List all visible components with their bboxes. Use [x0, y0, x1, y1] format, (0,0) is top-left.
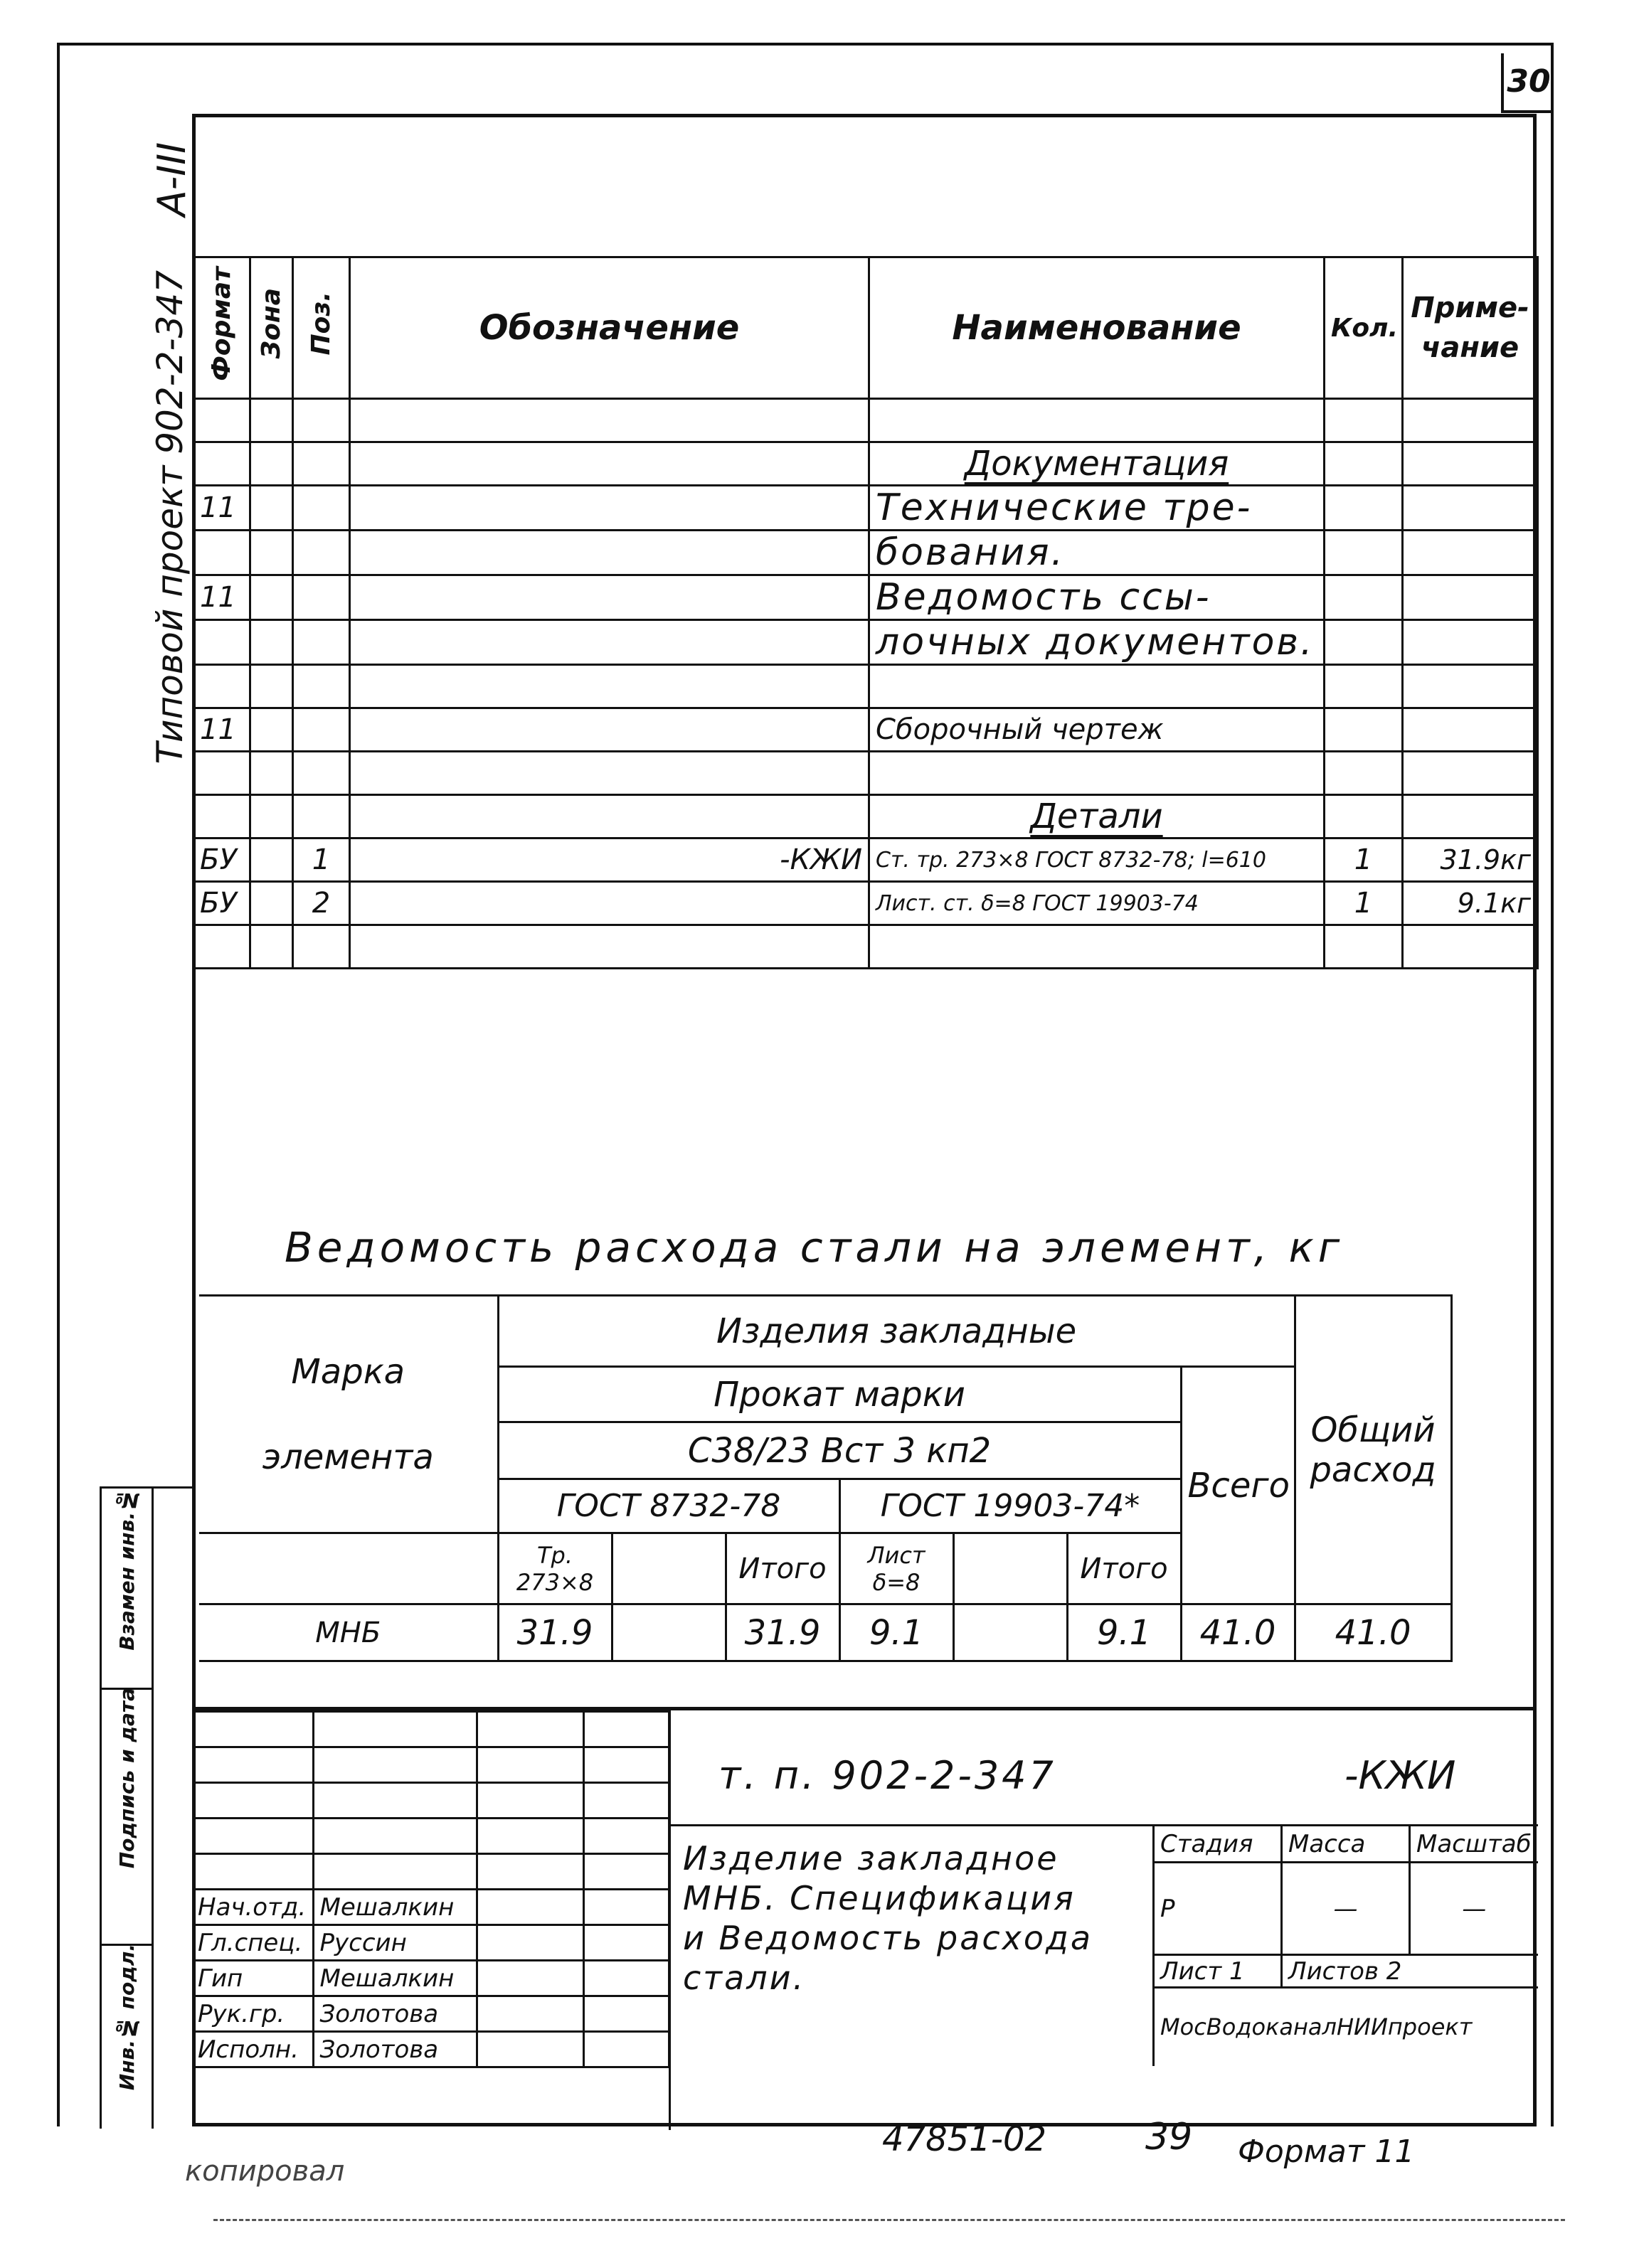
- spec-cell-note: [1403, 442, 1538, 486]
- spec-cell-zone: [250, 752, 293, 795]
- spec-cell-zone: [250, 442, 293, 486]
- doc-type: -КЖИ: [1344, 1753, 1456, 1798]
- spec-cell-qty: [1325, 575, 1403, 620]
- spec-cell-name: лочных документов.: [869, 620, 1325, 665]
- b2-value: [953, 1604, 1067, 1661]
- spec-cell-name: [869, 752, 1325, 795]
- spec-cell-format: 11: [193, 575, 250, 620]
- signature-role: [192, 1819, 313, 1854]
- spec-cell-qty: [1325, 531, 1403, 575]
- signature-row: [192, 1890, 669, 1925]
- doc-description: Изделие закладное МНБ. Спецификация и Ведомость расхода стали.: [683, 1839, 1093, 1997]
- mark-value: МНБ: [199, 1604, 498, 1661]
- spec-cell-designation: [350, 795, 869, 838]
- col-b1-header: Лист δ=8: [839, 1533, 953, 1604]
- signature-row: [192, 2032, 669, 2067]
- spec-cell-pos: [293, 486, 350, 531]
- signature-date: [583, 1890, 669, 1925]
- signature-sign: [477, 1747, 583, 1783]
- a2-value: [612, 1604, 726, 1661]
- sheet-number: 30: [1501, 53, 1554, 113]
- bottom-rule: [213, 2219, 1565, 2221]
- signature-name: [313, 1783, 477, 1819]
- signature-sign: [477, 1854, 583, 1890]
- spec-row: [193, 925, 1538, 969]
- spec-cell-pos: [293, 925, 350, 969]
- spec-cell-format: [193, 442, 250, 486]
- album-vertical: А-III: [149, 142, 194, 217]
- spec-header-row: [193, 257, 1538, 399]
- spec-cell-qty: [1325, 486, 1403, 531]
- spec-cell-note: [1403, 752, 1538, 795]
- spec-cell-zone: [250, 620, 293, 665]
- spec-cell-format: БУ: [193, 882, 250, 925]
- spec-cell-zone: [250, 882, 293, 925]
- spec-cell-zone: [250, 665, 293, 708]
- a1-value: 31.9: [498, 1604, 612, 1661]
- spec-cell-qty: [1325, 399, 1403, 442]
- spec-cell-note: [1403, 925, 1538, 969]
- total-header: Всего: [1181, 1367, 1295, 1604]
- spec-cell-zone: [250, 838, 293, 882]
- spec-cell-format: БУ: [193, 838, 250, 882]
- signature-date: [583, 1747, 669, 1783]
- spec-row: [193, 575, 1538, 620]
- sheet-value: Лист 1: [1154, 1955, 1282, 1988]
- signature-name: [313, 1747, 477, 1783]
- spec-cell-designation: [350, 882, 869, 925]
- spec-row: [193, 442, 1538, 486]
- spec-cell-name: [869, 665, 1325, 708]
- stage-grid: [1152, 1824, 1538, 2066]
- title-block: [192, 1707, 1537, 2126]
- album-label: [149, 142, 192, 256]
- stage-header: Стадия: [1154, 1826, 1282, 1863]
- gost-a: ГОСТ 8732-78: [498, 1479, 839, 1533]
- scale-header: Масштаб: [1410, 1826, 1538, 1863]
- footer-number: 47851-02: [882, 2119, 1047, 2159]
- signature-sign: [477, 1712, 583, 1747]
- signature-role: Нач.отд.: [192, 1890, 313, 1925]
- stamp-replace-label: Взамен инв.№: [115, 1489, 139, 1651]
- col-name-header: Наименование: [869, 257, 1325, 399]
- spec-cell-qty: [1325, 620, 1403, 665]
- sub-header: Прокат марки: [498, 1367, 1181, 1422]
- spec-cell-designation: [350, 752, 869, 795]
- spec-cell-name: Документация: [869, 442, 1325, 486]
- signature-sign: [477, 1996, 583, 2032]
- signature-name: Мешалкин: [313, 1961, 477, 1996]
- spec-cell-name: [869, 925, 1325, 969]
- signature-row: [192, 1961, 669, 1996]
- signature-sign: [477, 1890, 583, 1925]
- spec-cell-designation: [350, 486, 869, 531]
- spec-cell-designation: [350, 925, 869, 969]
- col-qty-header: Кол.: [1325, 257, 1403, 399]
- signature-name: [313, 1819, 477, 1854]
- signature-role: [192, 1854, 313, 1890]
- signature-row: [192, 1854, 669, 1890]
- signature-sign: [477, 2032, 583, 2067]
- spec-row: [193, 531, 1538, 575]
- spec-row: [193, 795, 1538, 838]
- spec-cell-pos: 1: [293, 838, 350, 882]
- signature-role: Гл.спец.: [192, 1925, 313, 1961]
- signature-date: [583, 1961, 669, 1996]
- mass-value: —: [1282, 1863, 1410, 1955]
- spec-cell-pos: [293, 442, 350, 486]
- spec-row: [193, 665, 1538, 708]
- spec-cell-note: [1403, 665, 1538, 708]
- spec-cell-note: 9.1кг: [1403, 882, 1538, 925]
- spec-cell-note: [1403, 486, 1538, 531]
- spec-cell-qty: [1325, 795, 1403, 838]
- signature-name: Золотова: [313, 2032, 477, 2067]
- a-total-value: 31.9: [726, 1604, 839, 1661]
- project-code-vertical: Типовой проект 902-2-347: [149, 270, 191, 765]
- signature-role: [192, 1783, 313, 1819]
- col-b-total-header: Итого: [1067, 1533, 1181, 1604]
- signature-date: [583, 2032, 669, 2067]
- spec-cell-pos: 2: [293, 882, 350, 925]
- spec-cell-zone: [250, 399, 293, 442]
- signature-role: [192, 1747, 313, 1783]
- spec-cell-format: 11: [193, 708, 250, 752]
- spec-cell-note: [1403, 399, 1538, 442]
- spec-cell-designation: [350, 708, 869, 752]
- spec-cell-name: [869, 399, 1325, 442]
- stamp-signature-label: Подпись и дата: [115, 1688, 139, 1869]
- spec-cell-note: [1403, 795, 1538, 838]
- spec-cell-zone: [250, 795, 293, 838]
- spec-cell-format: [193, 620, 250, 665]
- col-note-header: Приме-чание: [1403, 257, 1538, 399]
- spec-cell-format: [193, 925, 250, 969]
- spec-cell-designation: -КЖИ: [350, 838, 869, 882]
- spec-cell-zone: [250, 531, 293, 575]
- sheets-value: Листов 2: [1282, 1955, 1538, 1988]
- b1-value: 9.1: [839, 1604, 953, 1661]
- steel-grade: С38/23 Вст 3 кп2: [498, 1422, 1181, 1479]
- col-zone-header: Зона: [250, 257, 293, 399]
- spec-cell-designation: [350, 442, 869, 486]
- left-stamp: [100, 1486, 194, 2129]
- spec-cell-note: [1403, 708, 1538, 752]
- signature-date: [583, 1783, 669, 1819]
- signature-name: [313, 1854, 477, 1890]
- signature-sign: [477, 1961, 583, 1996]
- signature-date: [583, 1854, 669, 1890]
- steel-consumption-table: [199, 1294, 1453, 1662]
- spec-cell-pos: [293, 575, 350, 620]
- spec-cell-format: [193, 531, 250, 575]
- signature-row: [192, 1783, 669, 1819]
- spec-row: [193, 486, 1538, 531]
- signature-date: [583, 1996, 669, 2032]
- signature-name: [313, 1712, 477, 1747]
- signature-role: [192, 1712, 313, 1747]
- spec-cell-zone: [250, 486, 293, 531]
- spec-cell-zone: [250, 708, 293, 752]
- signature-sign: [477, 1783, 583, 1819]
- signature-role: Гип: [192, 1961, 313, 1996]
- spec-cell-name: бования.: [869, 531, 1325, 575]
- spec-cell-qty: [1325, 752, 1403, 795]
- stamp-inventory-label: Инв.№ подл.: [115, 1944, 139, 2091]
- signature-date: [583, 1712, 669, 1747]
- spec-cell-pos: [293, 795, 350, 838]
- overall-value: 41.0: [1295, 1604, 1451, 1661]
- spec-cell-name: Сборочный чертеж: [869, 708, 1325, 752]
- spec-cell-qty: [1325, 442, 1403, 486]
- signature-row: [192, 1819, 669, 1854]
- spec-cell-pos: [293, 531, 350, 575]
- spec-cell-format: [193, 665, 250, 708]
- spec-cell-zone: [250, 925, 293, 969]
- signature-row: [192, 1996, 669, 2032]
- spec-cell-pos: [293, 399, 350, 442]
- signature-row: [192, 1747, 669, 1783]
- spec-cell-designation: [350, 399, 869, 442]
- signature-row: [192, 1712, 669, 1747]
- signature-name: Мешалкин: [313, 1890, 477, 1925]
- footer-page: 39: [1145, 2116, 1193, 2158]
- spec-cell-qty: [1325, 708, 1403, 752]
- spec-cell-qty: [1325, 925, 1403, 969]
- spec-cell-designation: [350, 620, 869, 665]
- footer-format: Формат 11: [1238, 2134, 1415, 2170]
- spec-row: [193, 399, 1538, 442]
- spec-cell-name: Лист. ст. δ=8 ГОСТ 19903-74: [869, 882, 1325, 925]
- spec-cell-designation: [350, 665, 869, 708]
- steel-data-row: [199, 1604, 1451, 1661]
- spec-row: [193, 882, 1538, 925]
- spec-cell-pos: [293, 752, 350, 795]
- spec-cell-note: [1403, 575, 1538, 620]
- spec-cell-format: [193, 752, 250, 795]
- spec-cell-pos: [293, 620, 350, 665]
- col-format-header: Формат: [193, 257, 250, 399]
- spec-cell-note: [1403, 620, 1538, 665]
- signature-role: Рук.гр.: [192, 1996, 313, 2032]
- gost-b: ГОСТ 19903-74*: [839, 1479, 1181, 1533]
- spec-cell-qty: 1: [1325, 882, 1403, 925]
- signature-grid: [192, 1710, 670, 2068]
- doc-code: т. п. 902-2-347: [718, 1753, 1056, 1798]
- spec-cell-format: [193, 399, 250, 442]
- spec-cell-note: [1403, 531, 1538, 575]
- spec-cell-name: Ст. тр. 273×8 ГОСТ 8732-78; l=610: [869, 838, 1325, 882]
- specification-table: [192, 256, 1539, 969]
- col-a-total-header: Итого: [726, 1533, 839, 1604]
- organization: МосВодоканалНИИпроект: [1154, 1988, 1538, 2066]
- mass-header: Масса: [1282, 1826, 1410, 1863]
- side-project-label: [149, 270, 192, 1038]
- spec-cell-format: 11: [193, 486, 250, 531]
- col-designation-header: Обозначение: [350, 257, 869, 399]
- scale-value: —: [1410, 1863, 1538, 1955]
- spec-cell-format: [193, 795, 250, 838]
- total-value: 41.0: [1181, 1604, 1295, 1661]
- signature-name: Руссин: [313, 1925, 477, 1961]
- mark-header: Марка элемента: [199, 1296, 498, 1533]
- spec-cell-name: Ведомость ссы-: [869, 575, 1325, 620]
- footer-copied: копировал: [185, 2155, 345, 2188]
- steel-header-row-1: [199, 1296, 1451, 1367]
- spec-row: [193, 708, 1538, 752]
- col-a1-header: Тр. 273×8: [498, 1533, 612, 1604]
- spec-cell-pos: [293, 665, 350, 708]
- spec-row: [193, 838, 1538, 882]
- spec-cell-note: 31.9кг: [1403, 838, 1538, 882]
- signature-sign: [477, 1819, 583, 1854]
- steel-title: Ведомость расхода стали на элемент, кг: [285, 1223, 1344, 1272]
- spec-row: [193, 752, 1538, 795]
- spec-cell-designation: [350, 531, 869, 575]
- spec-row: [193, 620, 1538, 665]
- b-total-value: 9.1: [1067, 1604, 1181, 1661]
- spec-cell-name: Технические тре-: [869, 486, 1325, 531]
- spec-cell-qty: [1325, 665, 1403, 708]
- signature-role: Исполн.: [192, 2032, 313, 2067]
- spec-cell-qty: 1: [1325, 838, 1403, 882]
- spec-cell-zone: [250, 575, 293, 620]
- col-pos-header: Поз.: [293, 257, 350, 399]
- group-header: Изделия закладные: [498, 1296, 1295, 1367]
- signature-sign: [477, 1925, 583, 1961]
- spec-cell-designation: [350, 575, 869, 620]
- signature-date: [583, 1925, 669, 1961]
- spec-cell-name: Детали: [869, 795, 1325, 838]
- signature-row: [192, 1925, 669, 1961]
- signature-date: [583, 1819, 669, 1854]
- stage-value: Р: [1154, 1863, 1282, 1955]
- spec-cell-pos: [293, 708, 350, 752]
- signature-name: Золотова: [313, 1996, 477, 2032]
- overall-header: Общий расход: [1295, 1296, 1451, 1604]
